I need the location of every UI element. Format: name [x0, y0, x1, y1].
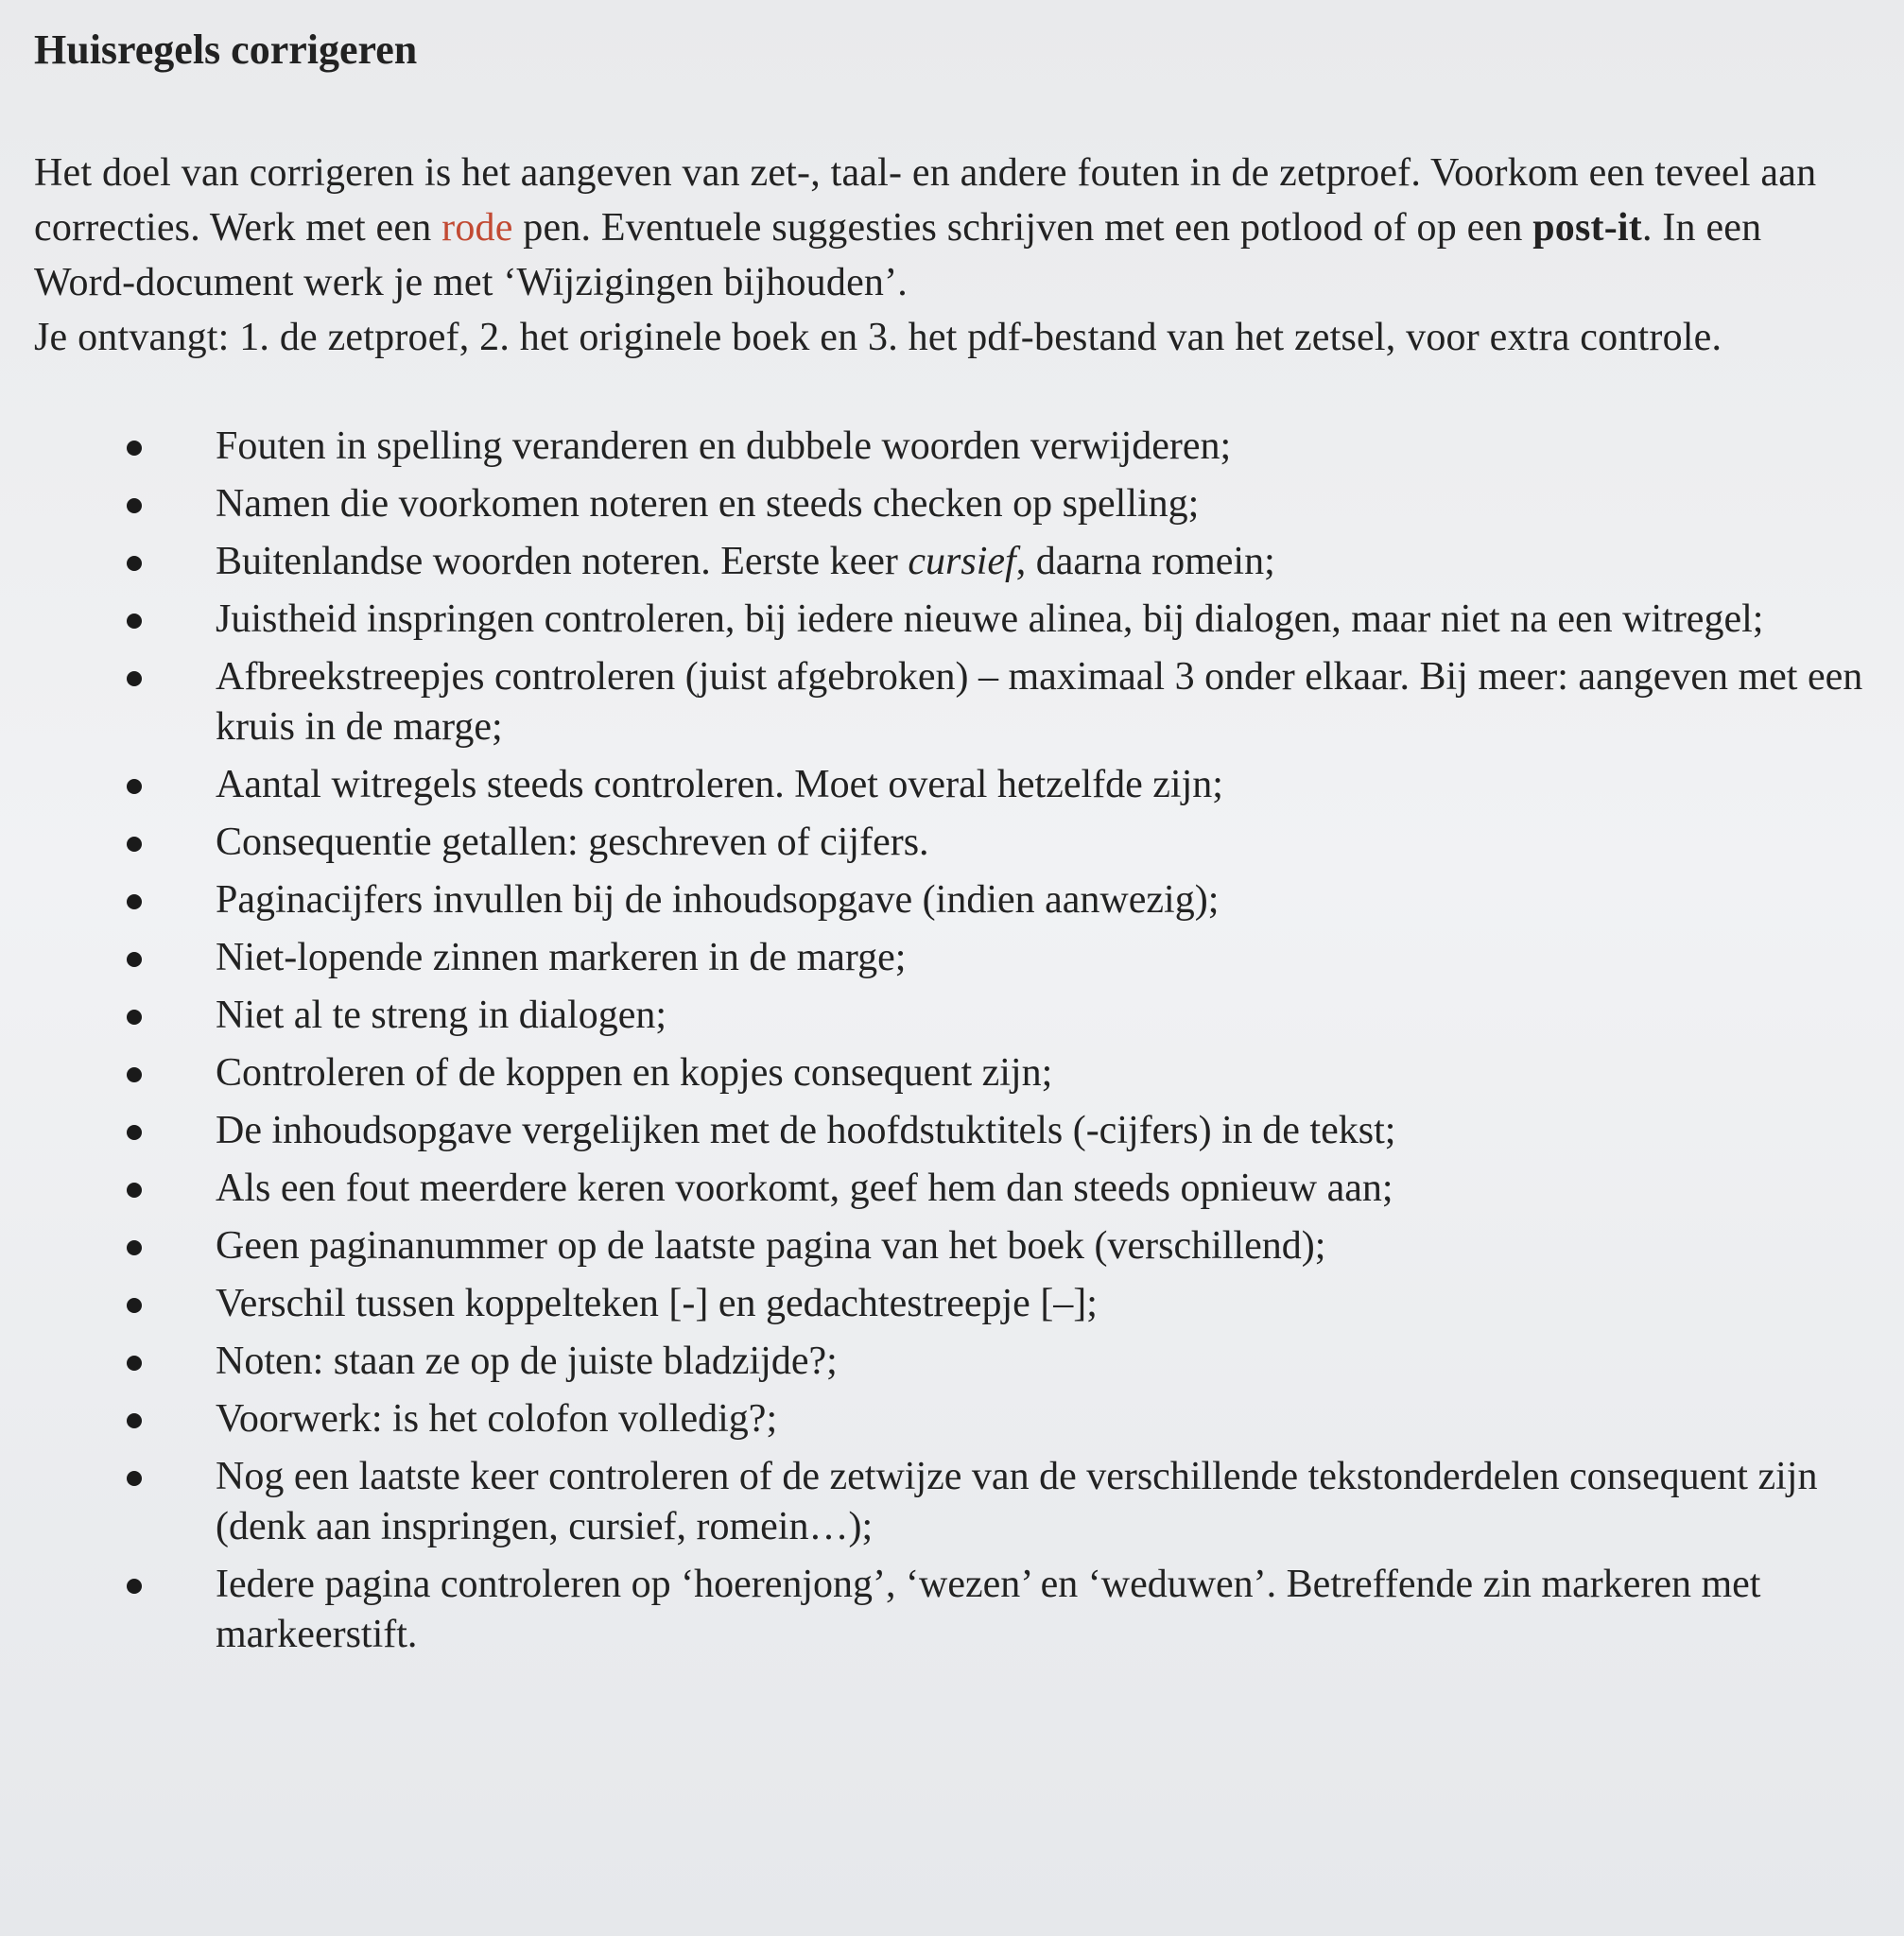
list-item — [110, 1452, 1866, 1552]
bullet-icon — [127, 952, 142, 967]
list-item — [110, 1106, 1866, 1156]
list-item-text: Juistheid inspringen controleren, bij iedere nieuwe alinea, bij dialogen, maar niet na een witregel; — [216, 597, 1764, 641]
bullet-icon — [127, 1579, 142, 1594]
list-item — [110, 422, 1866, 472]
bullet-icon — [127, 1125, 142, 1140]
list-item-text: Iedere pagina controleren op ‘hoerenjong’, ‘wezen’ en ‘weduwen’. Betreffende zin markeren met markeerstift. — [216, 1563, 1761, 1656]
intro-text-1: Het doel van corrigeren is het aangeven van zet-, taal- en andere fouten in de zetproef. Voorkom een teveel aan correcties. Werk met een — [34, 151, 1817, 250]
list-item — [110, 537, 1866, 587]
intro-paragraph — [34, 146, 1866, 365]
list-item — [110, 875, 1866, 925]
list-item-text: Nog een laatste keer controleren of de zetwijze van de verschillende tekstonderdelen consequent zijn (denk aan inspringen, cursief, romein…); — [216, 1455, 1818, 1548]
list-item — [110, 1560, 1866, 1660]
bullet-icon — [127, 779, 142, 794]
bullet-icon — [127, 1298, 142, 1313]
list-item — [110, 1048, 1866, 1098]
list-item-text: Niet-lopende zinnen markeren in de marge; — [216, 936, 907, 979]
list-item-text: , daarna romein; — [1015, 540, 1275, 583]
list-item — [110, 1221, 1866, 1271]
bullet-icon — [127, 556, 142, 571]
list-item-text: Namen die voorkomen noteren en steeds checken op spelling; — [216, 482, 1200, 526]
bullet-icon — [127, 1356, 142, 1371]
list-item-text: Aantal witregels steeds controleren. Moet overal hetzelfde zijn; — [216, 763, 1223, 806]
list-item-text: Consequentie getallen: geschreven of cijfers. — [216, 821, 929, 864]
list-item — [110, 991, 1866, 1041]
list-item-text: Voorwerk: is het colofon volledig?; — [216, 1397, 778, 1441]
bullet-icon — [127, 1413, 142, 1428]
list-item-text: Als een fout meerdere keren voorkomt, geef hem dan steeds opnieuw aan; — [216, 1167, 1393, 1210]
page-title: Huisregels corrigeren — [34, 26, 418, 73]
bullet-icon — [127, 614, 142, 629]
list-item — [110, 652, 1866, 752]
bullet-icon — [127, 441, 142, 456]
bullet-icon — [127, 671, 142, 686]
list-item-text: Buitenlandse woorden noteren. Eerste keer — [216, 540, 909, 583]
list-item — [110, 595, 1866, 645]
list-item — [110, 818, 1866, 868]
list-item-text: Afbreekstreepjes controleren (juist afgebroken) – maximaal 3 onder elkaar. Bij meer: aangeven met een kruis in de marge; — [216, 655, 1863, 749]
bullet-icon — [127, 837, 142, 852]
list-item-text: Verschil tussen koppelteken [-] en gedachtestreepje [–]; — [216, 1282, 1098, 1325]
list-item — [110, 1394, 1866, 1444]
rules-list — [34, 422, 1866, 1660]
list-item — [110, 1164, 1866, 1214]
intro-text-4: Je ontvangt: 1. de zetproef, 2. het originele boek en 3. het pdf-bestand van het zetsel, voor extra controle. — [34, 316, 1722, 359]
list-item-text: Paginacijfers invullen bij de inhoudsopgave (indien aanwezig); — [216, 878, 1220, 922]
list-item — [110, 760, 1866, 810]
list-item — [110, 933, 1866, 983]
bullet-icon — [127, 1183, 142, 1198]
list-item — [110, 1279, 1866, 1329]
list-item-text: Geen paginanummer op de laatste pagina van het boek (verschillend); — [216, 1224, 1326, 1268]
bullet-icon — [127, 1067, 142, 1082]
intro-bold-word: post-it — [1532, 206, 1642, 250]
list-item-text: Noten: staan ze op de juiste bladzijde?; — [216, 1340, 838, 1383]
bullet-icon — [127, 1240, 142, 1255]
list-item-text: Fouten in spelling veranderen en dubbele woorden verwijderen; — [216, 424, 1232, 468]
bullet-icon — [127, 894, 142, 909]
list-item — [110, 1337, 1866, 1387]
bullet-icon — [127, 1471, 142, 1486]
intro-text-3: . In een Word-document werk je met ‘Wijzigingen bijhouden’. — [34, 206, 1762, 304]
intro-text-2: pen. Eventuele suggesties schrijven met een potlood of op een — [512, 206, 1533, 250]
intro-red-word: rode — [441, 206, 513, 250]
list-item — [110, 479, 1866, 529]
list-item-italic: cursief — [908, 540, 1016, 583]
list-item-text: Controleren of de koppen en kopjes consequent zijn; — [216, 1051, 1053, 1095]
list-item-text: De inhoudsopgave vergelijken met de hoofdstuktitels (-cijfers) in de tekst; — [216, 1109, 1396, 1152]
bullet-icon — [127, 1010, 142, 1025]
list-item-text: Niet al te streng in dialogen; — [216, 994, 667, 1037]
bullet-icon — [127, 498, 142, 513]
